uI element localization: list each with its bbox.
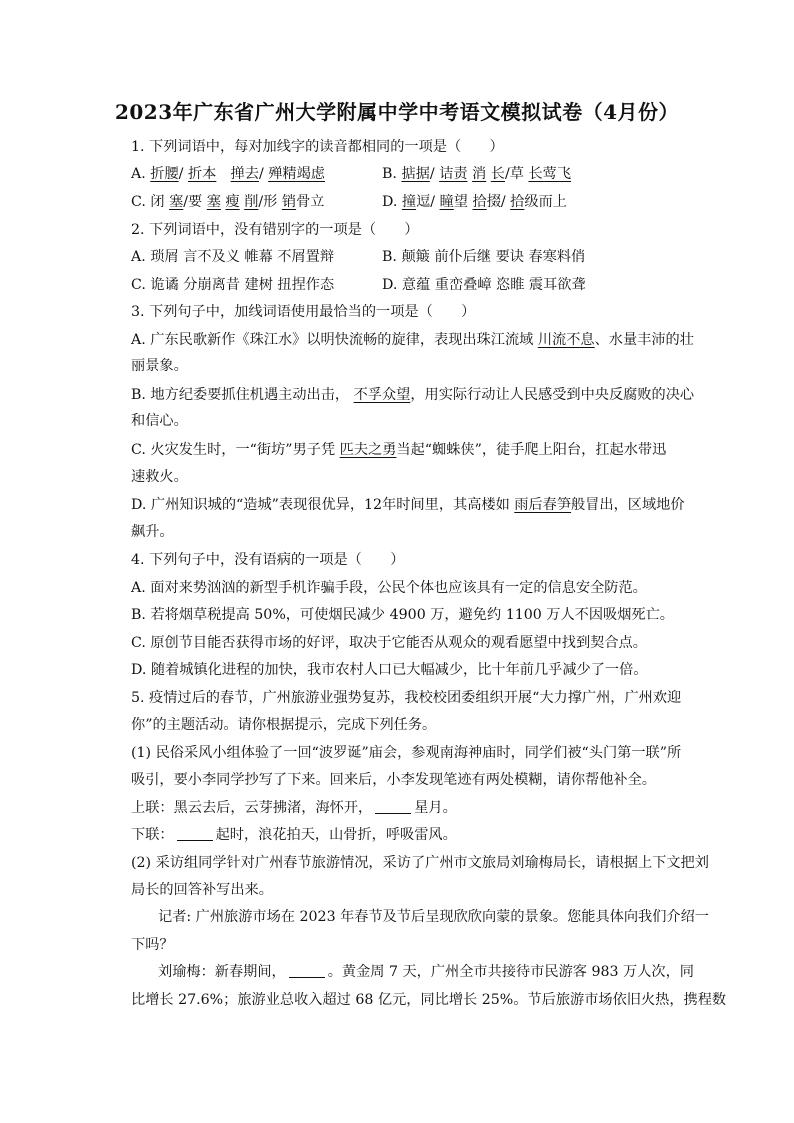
option-d: D. 撞逗/ 瞳望 拾掇/ 拾级而上 <box>382 194 567 210</box>
couplet-lower: 下联： 起时，浪花拍天，山骨折，呼吸雷风。 <box>131 827 457 843</box>
option-b: B. 掂据/ 诘责 消 长/草 长莺飞 <box>382 166 572 182</box>
question-3-option-a: A. 广东民歌新作《珠江水》以明快流畅的旋律，表现出珠江流域 川流不息、水量丰沛的壮 <box>131 332 694 348</box>
question-5-part-1: (1) 民俗采风小组体验了一回“波罗诞”庙会，参观南海神庙时，同学们被“头门第一联”所 <box>131 745 682 761</box>
question-3-option-c: C. 火灾发生时，一“街坊”男子凭 匹夫之勇当起“蜘蛛侠”，徒手爬上阳台，扛起水带迅 <box>131 442 667 458</box>
question-4-option-c: C. 原创节目能否获得市场的好评，取决于它能否从观众的观看愿望中找到契合点。 <box>131 635 647 651</box>
question-3-option-c-cont: 速救火。 <box>131 469 188 485</box>
question-5-stem-cont: 你”的主题活动。请你根据提示，完成下列任务。 <box>131 717 437 733</box>
option-c: C. 闭 塞/要 塞 瘦 削/形 销骨立 <box>131 194 325 210</box>
answer-blank[interactable] <box>289 963 325 978</box>
question-3-option-b: B. 地方纪委要抓住机遇主动出击， 不孚众望，用实际行动让人民感受到中央反腐败的决心 <box>131 387 695 403</box>
question-3-stem: 3. 下列句子中，加线词语使用最恰当的一项是（ ） <box>131 304 476 320</box>
question-5-part-1-cont: 吸引，要小李同学抄写了下来。回来后，小李发现笔迹有两处模糊，请你帮他补全。 <box>131 772 656 788</box>
page-title: 2023年广东省广州大学附属中学中考语文模拟试卷（4月份） <box>114 100 680 124</box>
liu-answer: 刘瑜梅：新春期间， 。黄金周 7 天，广州全市共接待市民游客 983 万人次，同 <box>158 964 694 980</box>
question-4-option-d: D. 随着城镇化进程的加快，我市农村人口已大幅减少，比十年前几乎减少了一倍。 <box>131 662 648 678</box>
question-5-stem: 5. 疫情过后的春节，广州旅游业强势复苏，我校校团委组织开展“大力撑广州，广州欢迎 <box>131 690 682 706</box>
question-2-stem: 2. 下列词语中，没有错别字的一项是（ ） <box>131 222 419 238</box>
question-2-options-ab <box>131 247 586 267</box>
reporter-line: 记者: 广州旅游市场在 2023 年春节及节后呈现欣欣向蒙的景象。您能具体向我们介绍一 <box>158 909 709 925</box>
question-1-stem: 1. 下列词语中，每对加线字的读音都相同的一项是（ ） <box>131 139 504 155</box>
option-a: A. 折腰/ 折本 掸去/ 殚精竭虑 <box>131 166 325 182</box>
question-1-options-ab <box>131 164 572 184</box>
question-3-option-d: D. 广州知识城的“造城”表现很优异，12年时间里，其高楼如 雨后春笋般冒出，区域地价 <box>131 497 685 513</box>
answer-blank[interactable] <box>177 826 213 841</box>
question-5-part-2-cont: 局长的回答补写出来。 <box>131 882 273 898</box>
question-1-options-cd <box>131 192 567 212</box>
question-4-option-a: A. 面对来势汹汹的新型手机诈骗手段，公民个体也应该具有一定的信息安全防范。 <box>131 580 647 596</box>
question-4-option-b: B. 若将烟草税提高 50%，可使烟民减少 4900 万，避免约 1100 万人不因吸烟死亡。 <box>131 607 674 623</box>
couplet-upper: 上联：黑云去后，云芽拂渚，海怀开， 星月。 <box>131 800 457 816</box>
question-3-option-a-cont: 丽景象。 <box>131 358 188 374</box>
question-4-stem: 4. 下列句子中，没有语病的一项是（ ） <box>131 552 405 568</box>
option-d: D. 意蕴 重峦叠嶂 恣睢 震耳欲聋 <box>382 277 586 293</box>
liu-answer-cont: 比增长 27.6%；旅游业总收入超过 68 亿元，同比增长 25%。节后旅游市场依旧火热，携程数 <box>131 992 727 1008</box>
reporter-line-cont: 下吗？ <box>131 937 174 953</box>
question-5-part-2: (2) 采访组同学针对广州春节旅游情况，采访了广州市文旅局刘瑜梅局长，请根据上下文把刘 <box>131 855 709 871</box>
answer-blank[interactable] <box>375 799 411 814</box>
option-a: A. 琐屑 言不及义 帷幕 不屑置辩 <box>131 249 335 265</box>
question-2-options-cd <box>131 275 586 295</box>
question-3-option-d-cont: 飙升。 <box>131 524 174 540</box>
option-b: B. 颠簸 前仆后继 要诀 春寒料俏 <box>382 249 586 265</box>
option-c: C. 诡谲 分崩离昔 建树 扭捏作态 <box>131 277 335 293</box>
question-3-option-b-cont: 和信心。 <box>131 413 188 429</box>
